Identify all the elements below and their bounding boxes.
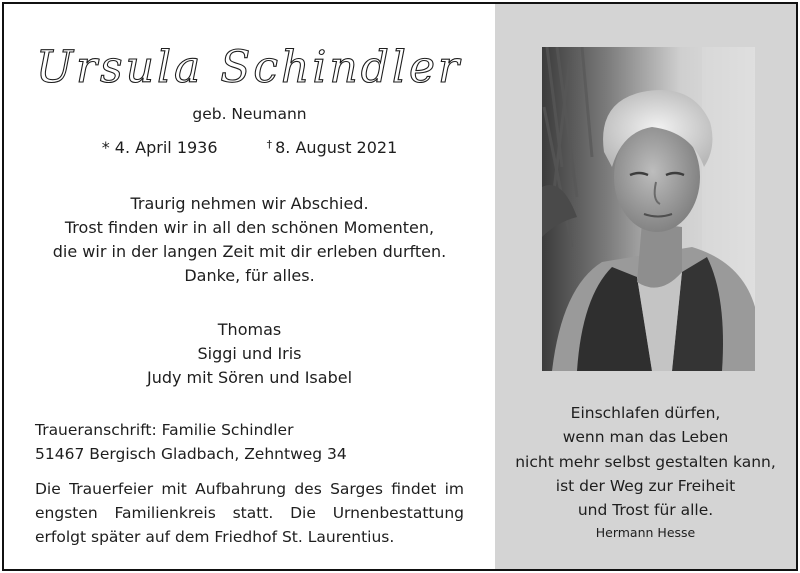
right-panel xyxy=(495,4,796,569)
deceased-name xyxy=(4,34,495,104)
birth-date: * 4. April 1936 xyxy=(101,138,218,157)
verse-line: Traurig nehmen wir Abschied. xyxy=(130,194,369,213)
verse-line: Trost finden wir in all den schönen Momenten, xyxy=(64,218,435,237)
portrait-photo xyxy=(542,47,755,371)
verse-line: die wir in der langen Zeit mit dir erleben durften. xyxy=(52,242,447,261)
mourner: Thomas xyxy=(217,320,282,339)
maiden-name: geb. Neumann xyxy=(192,105,307,123)
farewell-verse xyxy=(4,192,495,288)
address-line: 51467 Bergisch Gladbach, Zehntweg 34 xyxy=(35,445,347,463)
quote-author: Hermann Hesse xyxy=(595,525,696,540)
quote-line: wenn man das Leben xyxy=(562,428,729,447)
address-line: Traueranschrift: Familie Schindler xyxy=(35,421,294,439)
life-dates xyxy=(4,138,495,157)
mourning-address xyxy=(35,418,347,466)
death-date-group xyxy=(267,138,398,157)
left-panel xyxy=(4,4,495,569)
funeral-notice: Die Trauerfeier mit Aufbahrung des Sarges findet im engsten Familienkreis statt. Die Urnenbestattung erfolgt später auf dem Friedhof St. Laurentius. xyxy=(35,480,464,546)
quote-line: nicht mehr selbst gestalten kann, xyxy=(515,452,776,471)
quote-line: und Trost für alle. xyxy=(577,501,714,520)
death-date: 8. August 2021 xyxy=(275,138,398,157)
mourner: Siggi und Iris xyxy=(197,344,302,363)
verse-line: Danke, für alles. xyxy=(184,266,315,285)
mourners-list xyxy=(4,318,495,390)
mourner: Judy mit Sören und Isabel xyxy=(146,368,353,387)
deceased-name-signature: Ursula Schindler xyxy=(35,42,463,93)
quote-line: ist der Weg zur Freiheit xyxy=(555,476,736,495)
cross-icon: † xyxy=(266,138,273,151)
hesse-quote xyxy=(495,401,796,522)
quote-line: Einschlafen dürfen, xyxy=(570,404,721,422)
obituary-card xyxy=(2,2,798,571)
